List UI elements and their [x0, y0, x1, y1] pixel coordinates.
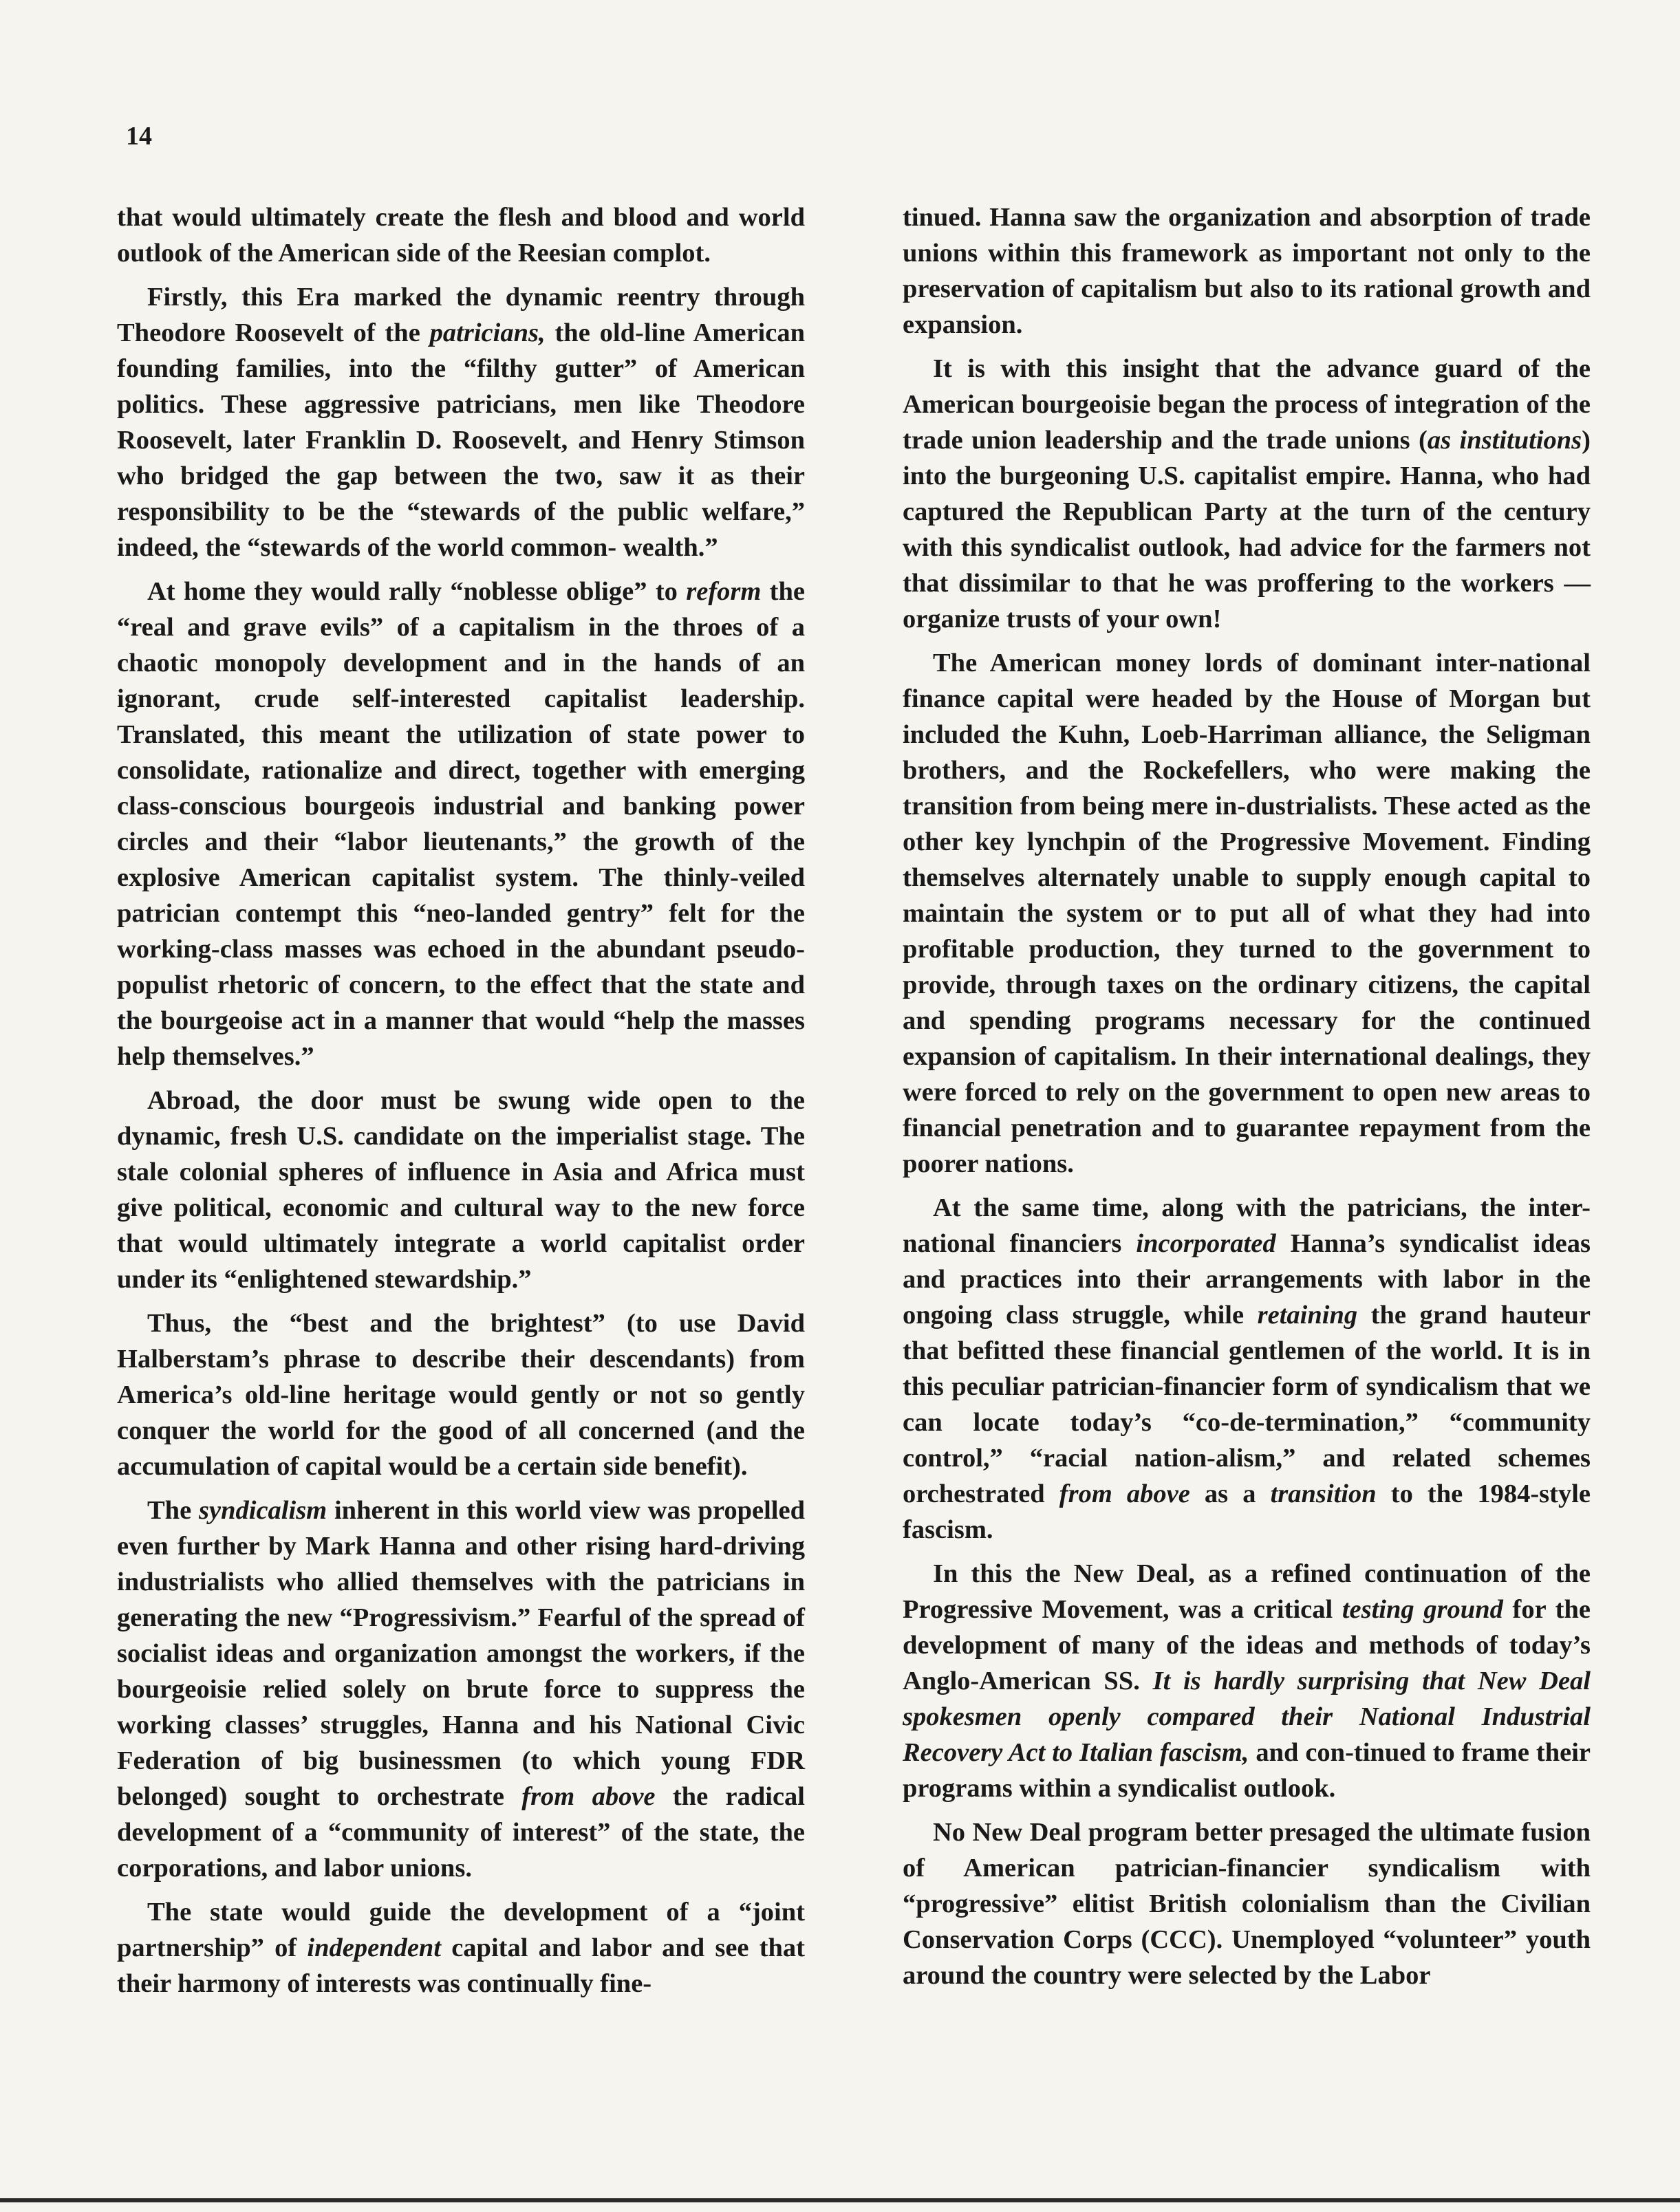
- text-run: as a: [1189, 1479, 1271, 1508]
- text-run: the radical development of a “community of interest” of the state, the corporations, and labor unions.: [117, 1782, 805, 1883]
- text-run: In this the New Deal, as a refined continuation of the Progressive Movement, was a critical: [903, 1559, 1591, 1624]
- paragraph: [903, 1190, 1591, 1548]
- italic-text: incorporated: [1136, 1229, 1276, 1258]
- italic-text: patricians,: [429, 318, 546, 347]
- text-run: The state would guide the development of a “joint partnership” of: [117, 1898, 805, 1962]
- paragraph: [903, 1814, 1591, 1993]
- text-run: The: [147, 1496, 200, 1525]
- italic-text: reform: [686, 577, 762, 606]
- text-run: the old-line American founding families, into the “filthy gutter” of American politics. These aggressive patricians, men like Theodore Roosevelt, later Franklin D. Roosevelt, and Henry Stimson who bridged the gap between the two, saw it as their responsibility to be the “stewards of the public welfare,” indeed, the “stewards of the world common- wealth.”: [117, 318, 805, 562]
- italic-text: It is hardly surprising that New Deal spokesmen openly compared their National Industrial Recovery Act to Italian fascism,: [903, 1667, 1591, 1767]
- text-run: ) into the burgeoning U.S. capitalist empire. Hanna, who had captured the Republican Party at the turn of the century with this syndicalist outlook, had advice for the farmers not that dissimilar to that he was proffering to the workers — organize trusts of your own!: [903, 426, 1591, 633]
- text-run: capital and labor and see that their harmony of interests was continually fine-: [117, 1933, 806, 1998]
- text-run: and con-tinued to frame their programs within a syndicalist outlook.: [903, 1738, 1591, 1803]
- text-run: Thus, the “best and the brightest” (to use David Halberstam’s phrase to describe their descendants) from America’s old-line heritage would gently or not so gently conquer the world for the good of all concerned (and the accumulation of capital would be a certain side benefit).: [117, 1309, 805, 1481]
- text-run: the grand hauteur that befitted these financial gentlemen of the world. It is in this peculiar patrician-financier form of syndicalism that we can locate today’s “co-de-termination,” “community control,” “racial nation-alism,” and related schemes orchestrated: [903, 1301, 1591, 1508]
- text-run: the “real and grave evils” of a capitalism in the throes of a chaotic monopoly development and in the hands of an ignorant, crude self-interested capitalist leadership. Translated, this meant the utilization of state power to consolidate, rationalize and direct, together with emerging class-conscious bourgeois industrial and banking power circles and their “labor lieutenants,” the growth of the explosive American capitalist system. The thinly-veiled patrician contempt this “neo-landed gentry” felt for the working-class masses was echoed in the abundant pseudo-populist rhetoric of concern, to the effect that the state and the bourgeoise act in a manner that would “help the masses help themselves.”: [117, 577, 805, 1071]
- paragraph: [117, 1894, 805, 2002]
- text-run: that would ultimately create the flesh and blood and world outlook of the American side of the Reesian complot.: [117, 203, 805, 268]
- paragraph: [903, 1556, 1591, 1806]
- paragraph: [903, 199, 1591, 343]
- italic-text: independent: [307, 1933, 442, 1962]
- italic-text: syndicalism: [199, 1496, 327, 1525]
- paragraph: [117, 199, 805, 271]
- text-run: Abroad, the door must be swung wide open to the dynamic, fresh U.S. candidate on the imperialist stage. The stale colonial spheres of influence in Asia and Africa must give political, economic and cultural way to the new force that would ultimately integrate a world capitalist order under its “enlightened stewardship.”: [117, 1086, 805, 1294]
- right-column: [903, 199, 1591, 2002]
- italic-text: as institutions: [1427, 426, 1582, 455]
- paragraph: [117, 1083, 805, 1297]
- text-run: No New Deal program better presaged the ultimate fusion of American patrician-financier syndicalism with “progressive” elitist British colonialism than the Civilian Conservation Corps (CCC). Unemployed “volunteer” youth around the country were selected by the Labor: [903, 1818, 1591, 1990]
- paragraph: [117, 574, 805, 1074]
- text-run: At home they would rally “noblesse oblige” to: [147, 577, 687, 606]
- paragraph: [117, 279, 805, 565]
- text-run: The American money lords of dominant inter-national finance capital were headed by the House of Morgan but included the Kuhn, Loeb-Harriman alliance, the Seligman brothers, and the Rockefellers, who were making the transition from being mere in-dustrialists. These acted as the other key lynchpin of the Progressive Movement. Finding themselves alternately unable to supply enough capital to maintain the system or to put all of what they had into profitable production, they turned to the government to provide, through taxes on the ordinary citizens, the capital and spending programs necessary for the continued expansion of capitalism. In their international dealings, they were forced to rely on the government to open new areas to financial penetration and to guarantee repayment from the poorer nations.: [903, 649, 1591, 1178]
- italic-text: testing ground: [1342, 1595, 1503, 1624]
- text-run: tinued. Hanna saw the organization and absorption of trade unions within this framework as important not only to the preservation of capitalism but also to its rational growth and expansion.: [903, 203, 1591, 339]
- text-run: Hanna’s syndicalist ideas and practices into their arrangements with labor in the ongoing class struggle, while: [903, 1229, 1591, 1330]
- paragraph: [903, 645, 1591, 1182]
- paragraph: [117, 1493, 805, 1886]
- italic-text: from above: [521, 1782, 656, 1811]
- text-run: for the development of many of the ideas and methods of today’s Anglo-American SS.: [903, 1595, 1591, 1695]
- text-run: At the same time, along with the patricians, the inter-national financiers: [903, 1193, 1591, 1258]
- text-run: inherent in this world view was propelled even further by Mark Hanna and other rising hard-driving industrialists who allied themselves with the patricians in generating the new “Progressivism.” Fearful of the spread of socialist ideas and organization amongst the workers, if the bourgeoisie relied solely on brute force to suppress the working classes’ struggles, Hanna and his National Civic Federation of big businessmen (to which young FDR belonged) sought to orchestrate: [117, 1496, 805, 1811]
- bottom-edge-rule: [0, 2198, 1680, 2202]
- italic-text: transition: [1270, 1479, 1377, 1508]
- paragraph: [903, 351, 1591, 637]
- italic-text: from above: [1059, 1479, 1190, 1508]
- text-run: It is with this insight that the advance guard of the American bourgeoisie began the process of integration of the trade union leadership and the trade unions (: [903, 354, 1591, 455]
- text-run: Firstly, this Era marked the dynamic reentry through Theodore Roosevelt of the: [117, 283, 805, 347]
- left-column: [117, 199, 805, 2010]
- italic-text: retaining: [1257, 1301, 1358, 1330]
- paragraph: [117, 1305, 805, 1484]
- text-run: to the 1984-style fascism.: [903, 1479, 1591, 1544]
- page-number: 14: [126, 122, 152, 151]
